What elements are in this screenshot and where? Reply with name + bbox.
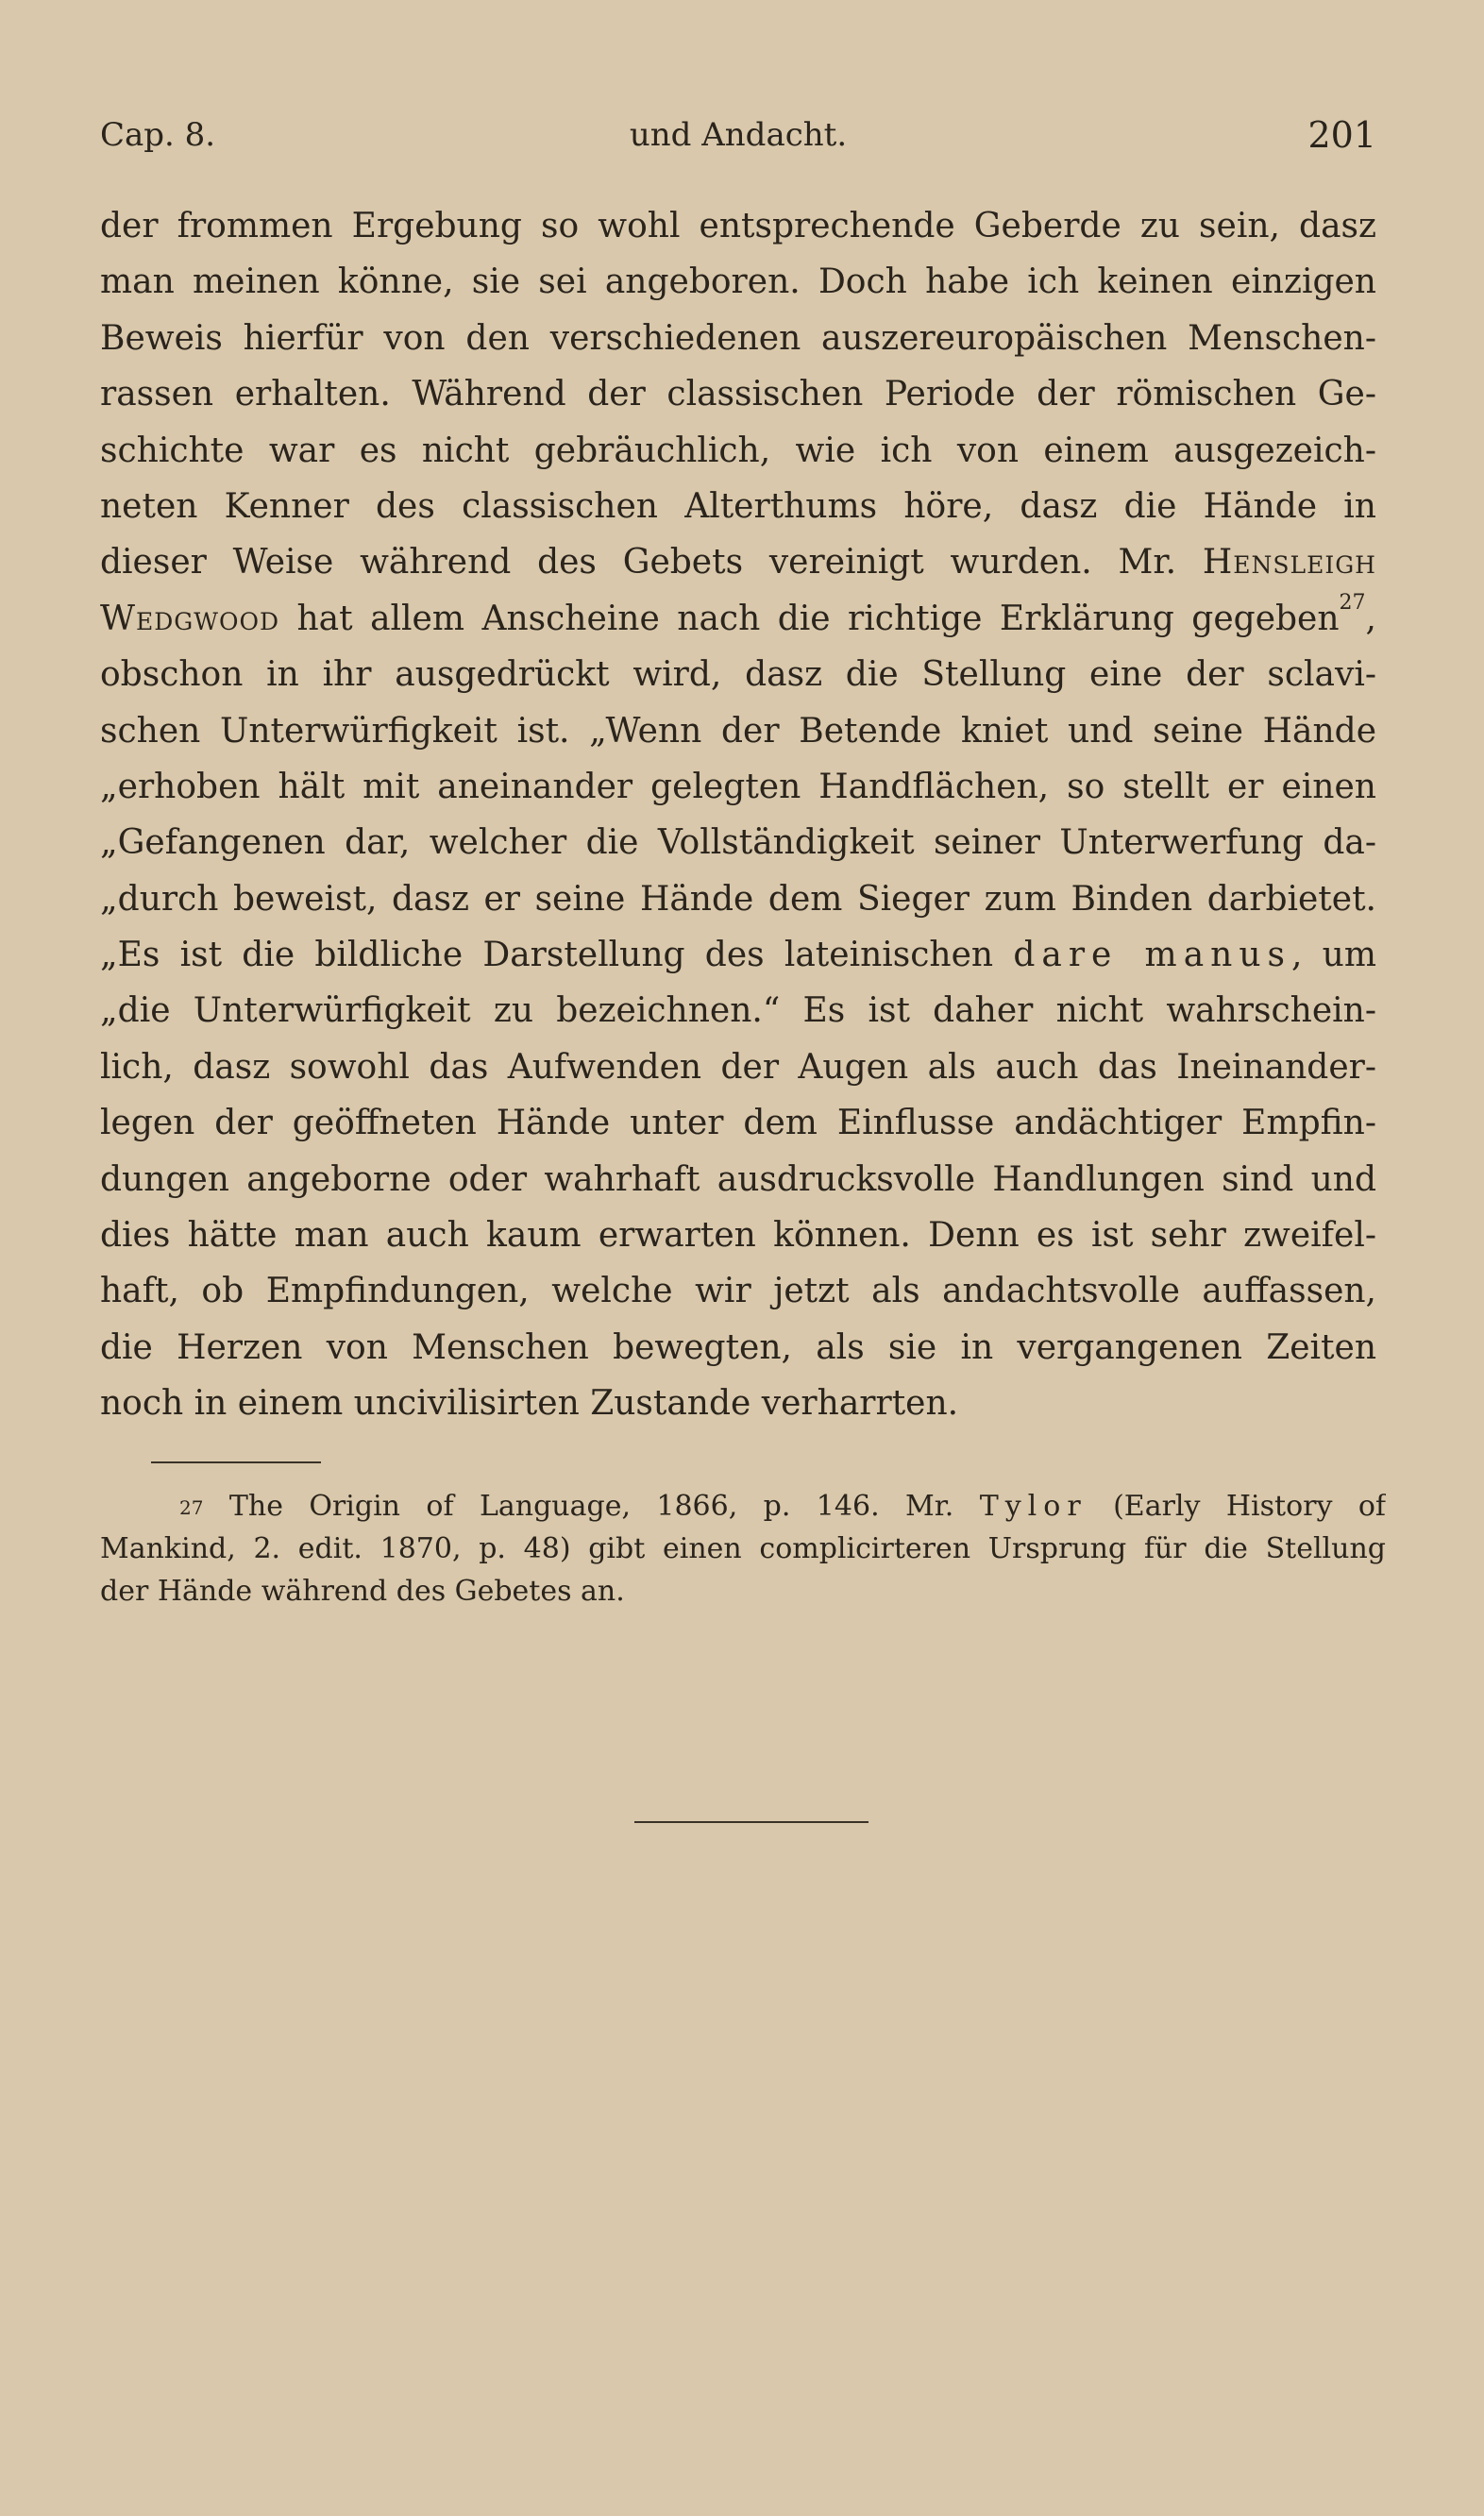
text-line: legen der geöffneten Hände unter dem Einflusse andächtiger Empfin- [100, 1104, 1376, 1143]
text-segment: The Origin of Language, 1866, p. 146. Mr. [228, 1490, 954, 1523]
footnote-line: der Hände während des Gebetes an. [100, 1575, 625, 1608]
text-line: „Gefangenen dar, welcher die Vollständigkeit seiner Unterwerfung da- [100, 823, 1376, 863]
text-line: die Herzen von Menschen bewegten, als sie in vergangenen Zeiten [100, 1327, 1376, 1367]
text-line: „durch beweist, dasz er seine Hände dem Sieger zum Binden darbietet. [100, 879, 1376, 919]
text-line: schen Unterwürfigkeit ist. „Wenn der Betende kniet und seine Hände [100, 711, 1376, 751]
text-line: „erhoben hält mit aneinander gelegten Handflächen, so stellt er einen [100, 767, 1376, 806]
text-line: man meinen könne, sie sei angeboren. Doch habe ich keinen einzigen [100, 262, 1376, 302]
text-line: dies hätte man auch kaum erwarten können. Denn es ist sehr zweifel- [100, 1216, 1376, 1256]
text-segment: (Early History of [1113, 1490, 1386, 1523]
text-segment: dieser Weise während des Gebets vereinigt wurden. Mr. [100, 543, 1177, 583]
text-line [100, 534, 1376, 590]
footnote-line [100, 1485, 1386, 1528]
footnote-divider [151, 1461, 321, 1463]
footnote-mark: 27 [179, 1496, 204, 1519]
footnote [100, 1485, 1386, 1613]
text-line: rassen erhalten. Während der classischen Periode der römischen Ge- [100, 375, 1376, 414]
end-divider [634, 1821, 868, 1823]
text-line: haft, ob Empfindungen, welche wir jetzt als andachtsvolle auffassen, [100, 1272, 1376, 1311]
text-line: der frommen Ergebung so wohl entsprechende Geberde zu sein, dasz [100, 207, 1376, 245]
text-line: Beweis hierfür von den verschiedenen auszereuropäischen Menschen- [100, 318, 1376, 358]
running-head [100, 111, 1376, 159]
latin-phrase: dare manus [1013, 936, 1292, 975]
text-segment: hat allem Anscheine nach die richtige Erklärung gegeben [296, 599, 1340, 638]
text-line: neten Kenner des classischen Alterthums höre, dasz die Hände in [100, 486, 1376, 526]
text-line: schichte war es nicht gebräuchlich, wie ich von einem ausgezeich- [100, 431, 1376, 470]
text-line: noch in einem uncivilisirten Zustande verharrten. [100, 1384, 959, 1424]
text-line [100, 591, 1376, 647]
chapter-label: Cap. 8. [100, 116, 216, 154]
footnote-reference: 27 [1339, 590, 1366, 615]
text-line: dungen angeborne oder wahrhaft ausdrucksvolle Handlungen sind und [100, 1159, 1376, 1199]
text-segment: „Es ist die bildliche Darstellung des lateinischen [100, 936, 994, 975]
footnote-line: Mankind, 2. edit. 1870, p. 48) gibt einen complicirteren Ursprung für die Stellung [100, 1532, 1386, 1565]
author-name-tylor: Tylor [979, 1490, 1088, 1523]
text-line: „die Unterwürfigkeit zu bezeichnen.“ Es ist daher nicht wahrschein- [100, 991, 1376, 1031]
text-line [100, 927, 1376, 983]
author-name-wedgwood: Wedgwood [100, 599, 279, 638]
text-segment: , [1365, 599, 1376, 638]
author-name-hensleigh: Hensleigh [1202, 543, 1376, 583]
running-title: und Andacht. [629, 116, 848, 154]
body-text [100, 198, 1376, 1432]
text-line: lich, dasz sowohl das Aufwenden der Augen als auch das Ineinander- [100, 1047, 1376, 1087]
page-number: 201 [1307, 114, 1376, 156]
text-segment: , um [1291, 936, 1376, 975]
text-line: obschon in ihr ausgedrückt wird, dasz die Stellung eine der sclavi- [100, 655, 1376, 695]
